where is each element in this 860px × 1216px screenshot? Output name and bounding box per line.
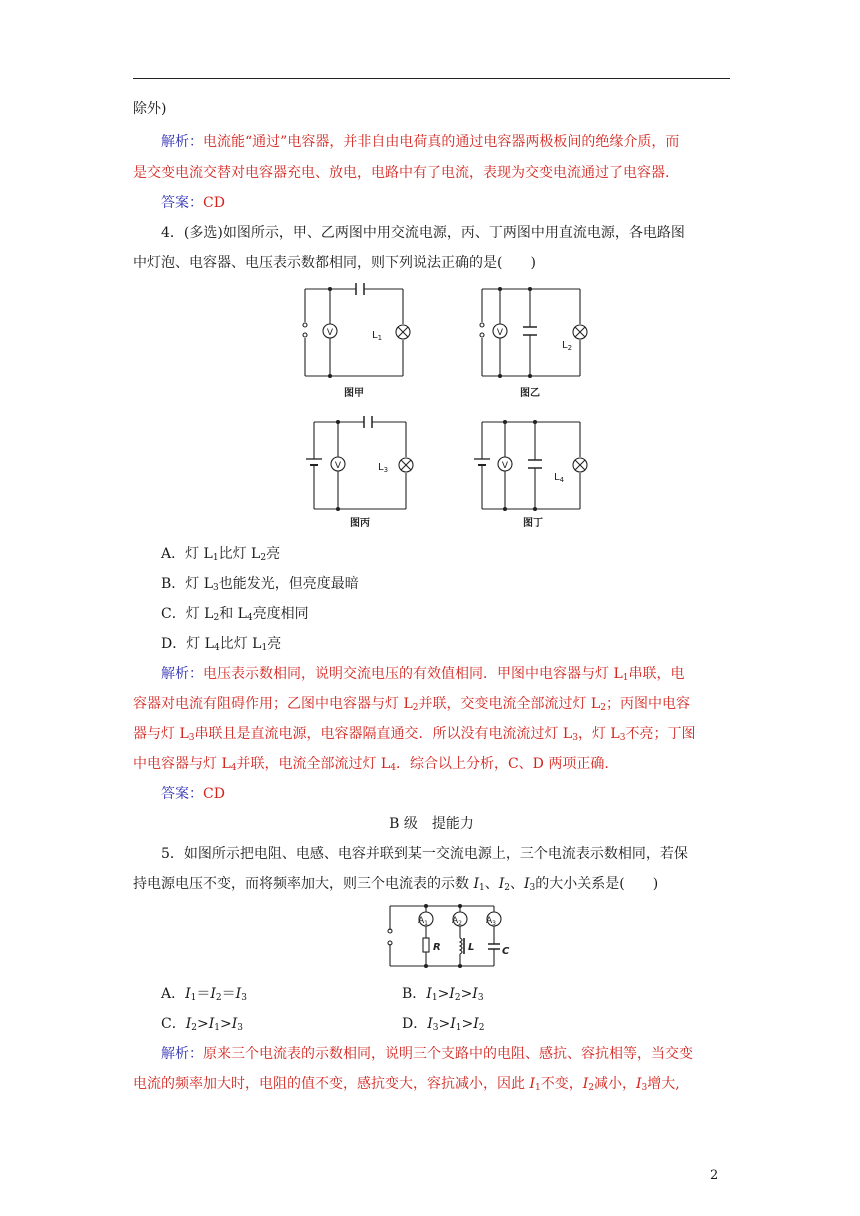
lamp-label-ding: $L_4$ [554, 472, 565, 484]
q4-analysis-line1: 解析：电压表示数相同，说明交流电压的有效值相同．甲图中电容器与灯 $L_1$串联，电 [161, 666, 685, 683]
lamp-label-yi: $L_2$ [562, 340, 573, 352]
caption-jia: 图甲 [344, 388, 364, 399]
capacitor-label: C [502, 946, 510, 957]
q5-analysis-line1: 解析：原来三个电流表的示数相同，说明三个支路中的电阻、感抗、容抗相等，当交变 [161, 1046, 693, 1062]
inductor-label: L [468, 942, 475, 953]
q4-circuit-figures [290, 280, 600, 530]
lamp-label-jia: $L_1$ [372, 330, 383, 342]
q5-circuit-figure [380, 900, 520, 972]
q4-stem-line1: 4．(多选)如图所示，甲、乙两图中用交流电源，丙、丁两图中用直流电源，各电路图 [161, 225, 685, 241]
volt-jia: V [326, 328, 334, 338]
q5-analysis-line2: 电流的频率加大时，电阻的值不变，感抗变大，容抗减小，因此 $I_1$不变，$I_2$减小，$I_3$增大, [133, 1076, 680, 1093]
circuit-jia [303, 283, 410, 378]
q3-analysis-line2: 是交变电流交替对电容器充电、放电，电路中有了电流，表现为交变电流通过了电容器. [133, 165, 670, 181]
q5-stem-line2: 持电源电压不变，而将频率加大，则三个电流表的示数 $I_1$、$I_2$、$I_3$的大小关系是( ) [133, 876, 659, 893]
q4-analysis-line3: 器与灯 $L_3$串联且是直流电源，电容器隔直通交．所以没有电流流过灯 $L_3$，灯 $L_3$不亮；丁图 [133, 726, 696, 743]
q5-stem-line1: 5．如图所示把电阻、电感、电容并联到某一交流电源上，三个电流表示数相同，若保 [161, 846, 688, 862]
q3-tail: 除外) [133, 101, 167, 117]
caption-ding: 图丁 [523, 518, 543, 529]
q5-option-c: C．$I_2>I_1>I_3$ [161, 1016, 243, 1033]
section-heading-b: B 级 提能力 [389, 816, 474, 832]
circuit-ding [474, 421, 587, 511]
volt-yi: V [496, 328, 504, 338]
volt-ding: V [501, 461, 509, 471]
volt-bing: V [334, 461, 342, 471]
q5-option-a: A．$I_1=I_2=I_3$ [161, 986, 247, 1003]
page-number: 2 [710, 1168, 719, 1183]
q5-option-d: D．$I_3>I_1>I_2$ [402, 1016, 485, 1033]
q3-answer: 答案：CD [161, 195, 225, 211]
q4-stem-line2: 中灯泡、电容器、电压表示数都相同，则下列说法正确的是( ) [133, 255, 536, 271]
q4-analysis-line4: 中电容器与灯 $L_4$并联，电流全部流过灯 $L_4$．综合以上分析，C、D 两项正确. [133, 756, 609, 773]
q4-option-a: A．灯 $L_1$比灯 $L_2$亮 [161, 546, 281, 563]
q4-analysis-line2: 容器对电流有阻碍作用；乙图中电容器与灯 $L_2$并联，交变电流全部流过灯 $L_2$；丙图中电容 [133, 696, 690, 713]
ammeter-a3: $A_3$ [486, 916, 496, 927]
circuit-bing [306, 416, 413, 511]
lamp-label-bing: $L_3$ [378, 462, 389, 474]
ammeter-a1: $A_1$ [418, 916, 428, 927]
q5-option-b: B．$I_1>I_2>I_3$ [402, 986, 484, 1003]
q4-answer: 答案：CD [161, 786, 225, 802]
resistor-label: R [433, 942, 441, 953]
caption-bing: 图丙 [350, 518, 370, 529]
caption-yi: 图乙 [520, 388, 540, 399]
q4-option-c: C．灯 $L_2$和 $L_4$亮度相同 [161, 606, 309, 623]
q4-option-d: D．灯 $L_4$比灯 $L_1$亮 [161, 636, 282, 653]
q4-option-b: B．灯 $L_3$也能发光，但亮度最暗 [161, 576, 359, 593]
ammeter-a2: $A_2$ [452, 916, 462, 927]
q3-analysis-line1: 解析：电流能“通过”电容器，并非自由电荷真的通过电容器两极板间的绝缘介质，而 [161, 134, 680, 150]
header-rule [133, 78, 730, 79]
